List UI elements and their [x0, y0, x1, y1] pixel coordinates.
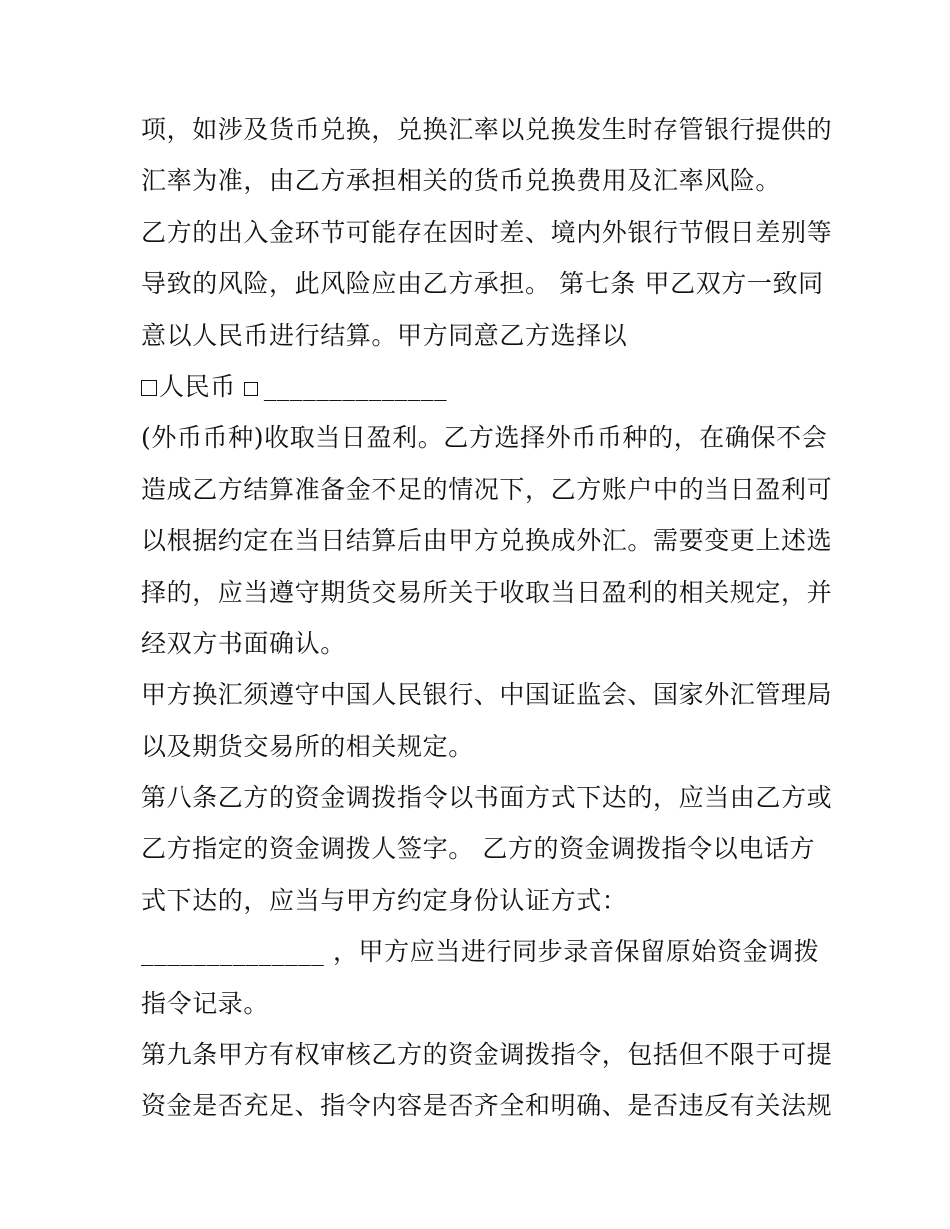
text-line: 意以人民币进行结算。甲方同意乙方选择以 — [141, 320, 628, 350]
text-line: 经双方书面确认。 — [141, 628, 346, 658]
text-line: 甲方换汇须遵守中国人民银行、中国证监会、国家外汇管理局 — [141, 680, 833, 710]
text-line: 以根据约定在当日结算后由甲方兑换成外汇。需要变更上述选 — [141, 526, 833, 556]
text-line: 第九条甲方有权审核乙方的资金调拨指令，包括但不限于可提 — [141, 1040, 833, 1070]
text-line: 资金是否充足、指令内容是否齐全和明确、是否违反有关法规 — [141, 1091, 833, 1121]
rmb-option-label: 人民币 — [159, 371, 236, 401]
text-line: 造成乙方结算准备金不足的情况下，乙方账户中的当日盈利可 — [141, 474, 833, 504]
foreign-currency-blank: ______________ — [263, 371, 448, 401]
text-line: 项，如涉及货币兑换，兑换汇率以兑换发生时存管银行提供的 — [141, 115, 833, 144]
text-line: 式下达的，应当与甲方约定身份认证方式： — [141, 885, 628, 915]
foreign-currency-checkbox — [244, 382, 258, 396]
text-line: 乙方指定的资金调拨人签字。 乙方的资金调拨指令以电话方 — [141, 834, 816, 864]
rmb-checkbox — [141, 380, 157, 396]
text-line: (外币币种)收取当日盈利。乙方选择外币币种的，在确保不会 — [141, 423, 828, 453]
text-line: 乙方的出入金环节可能存在因时差、境内外银行节假日差别等 — [141, 217, 833, 247]
text-line: 第八条乙方的资金调拨指令以书面方式下达的，应当由乙方或 — [141, 783, 833, 813]
text-line: ，甲方应当进行同步录音保留原始资金调拨 — [332, 937, 820, 967]
text-line: 择的，应当遵守期货交易所关于收取当日盈利的相关规定，并 — [141, 577, 833, 607]
auth-method-line — [141, 926, 831, 977]
text-line: 以及期货交易所的相关规定。 — [141, 731, 474, 761]
currency-option-line — [141, 361, 831, 412]
text-line: 汇率为准，由乙方承担相关的货币兑换费用及汇率风险。 — [141, 166, 782, 196]
document-body — [141, 104, 831, 1132]
text-line: 指令记录。 — [141, 988, 270, 1018]
text-line: 导致的风险，此风险应由乙方承担。 第七条 甲乙双方一致同 — [141, 269, 824, 299]
auth-method-blank: ______________ — [141, 937, 325, 967]
